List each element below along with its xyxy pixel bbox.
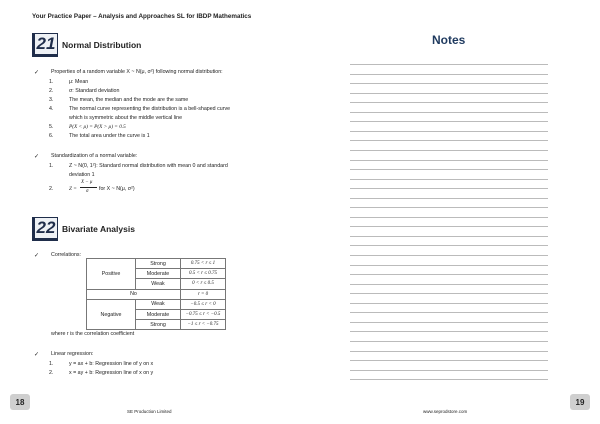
note-line [350,341,548,342]
bullet-text: Correlations: [51,252,82,258]
note-line [350,198,548,199]
note-line [350,245,548,246]
note-line [350,131,548,132]
table-cell: Positive [87,259,136,290]
table-cell: −0.75 ≤ r < −0.5 [181,309,226,319]
list-item: The mean, the median and the mode are the same [69,97,189,103]
note-line [350,303,548,304]
note-line [350,274,548,275]
correlation-table [86,258,226,330]
list-item: deviation 1 [69,172,95,178]
list-number: 3. [49,97,54,103]
list-number: 4. [49,106,54,112]
note-line [350,293,548,294]
list-number: 2. [49,186,54,192]
section-22-heading [32,216,135,242]
note-line [350,64,548,65]
check-icon: ✓ [34,70,40,76]
table-cell: −1 ≤ r < −0.75 [181,320,226,330]
table-note: where r is the correlation coefficient [51,331,135,337]
list-item: The total area under the curve is 1 [69,133,150,139]
note-line [350,322,548,323]
table-cell: No [87,289,181,299]
note-line [350,312,548,313]
note-line [350,188,548,189]
note-line [350,351,548,352]
section-number-badge: 21 [32,33,58,57]
note-line [350,284,548,285]
section-21-heading [32,32,141,58]
notes-title: Notes [432,33,466,47]
table-cell: Moderate [136,269,181,279]
check-icon: ✓ [34,154,40,160]
section-title: Normal Distribution [62,40,142,50]
note-line [350,169,548,170]
list-number: 2. [49,370,54,376]
table-cell: 0.75 < r ≤ 1 [181,259,226,269]
note-line [350,160,548,161]
table-cell: Weak [136,299,181,309]
fraction-bar [80,187,97,188]
note-line [350,226,548,227]
note-line [350,207,548,208]
table-cell: −0.5 ≤ r < 0 [181,299,226,309]
list-number: 6. [49,133,54,139]
fraction-denominator: σ [86,189,89,194]
table-row [87,259,226,269]
section-title: Bivariate Analysis [62,224,135,234]
list-number: 2. [49,88,54,94]
bullet-text: Linear regression: [51,351,94,357]
note-line [350,370,548,371]
table-cell: Weak [136,279,181,289]
page-header: Your Practice Paper – Analysis and Approaches SL for IBDP Mathematics [32,13,252,20]
list-item: y = ax + b: Regression line of y on x [69,361,154,367]
list-number: 1. [49,79,54,85]
note-line [350,83,548,84]
section-number-badge: 22 [32,217,58,241]
table-row [87,289,226,299]
list-item: σ: Standard deviation [69,88,120,94]
table-row [87,299,226,309]
footer-website: www.seprodstore.com [423,409,468,414]
note-line [350,236,548,237]
list-number: 1. [49,361,54,367]
note-line [350,150,548,151]
list-item: Z ~ N(0, 1²): Standard normal distribution with mean 0 and standard [69,163,228,169]
note-line [350,265,548,266]
note-line [350,217,548,218]
list-number: 5. [49,124,54,130]
note-line [350,379,548,380]
note-line [350,74,548,75]
note-line [350,112,548,113]
table-cell: Strong [136,259,181,269]
list-number: 1. [49,163,54,169]
list-item: The normal curve representing the distribution is a bell-shaped curve [69,106,231,112]
page-number-right: 19 [570,394,590,410]
table-cell: 0.5 < r ≤ 0.75 [181,269,226,279]
check-icon: ✓ [34,253,40,259]
note-line [350,255,548,256]
right-page [300,0,600,424]
note-line [350,93,548,94]
bullet-text: Properties of a random variable X ~ N(μ, σ²) following normal distribution: [51,69,223,75]
table-cell: 0 < r ≤ 0.5 [181,279,226,289]
table-cell: r = 0 [181,289,226,299]
footer-publisher: SE Production Limited [127,409,172,414]
note-line [350,140,548,141]
fraction-numerator: X − μ [81,180,93,185]
list-item: P(X < μ) = P(X > μ) = 0.5 [69,124,126,130]
table-cell: Strong [136,320,181,330]
list-item: μ: Mean [69,79,89,85]
note-line [350,179,548,180]
bullet-text: Standardization of a normal variable: [51,153,138,159]
formula-rhs: for X ~ N(μ, σ²) [99,186,135,192]
note-line [350,121,548,122]
note-line [350,360,548,361]
table-cell: Moderate [136,309,181,319]
page-number-left: 18 [10,394,30,410]
check-icon: ✓ [34,352,40,358]
list-item: which is symmetric about the middle vertical line [69,115,183,121]
list-item: x = ay + b: Regression line of x on y [69,370,154,376]
formula-lhs: Z = [69,186,77,192]
note-line [350,331,548,332]
note-line [350,102,548,103]
table-cell: Negative [87,299,136,330]
